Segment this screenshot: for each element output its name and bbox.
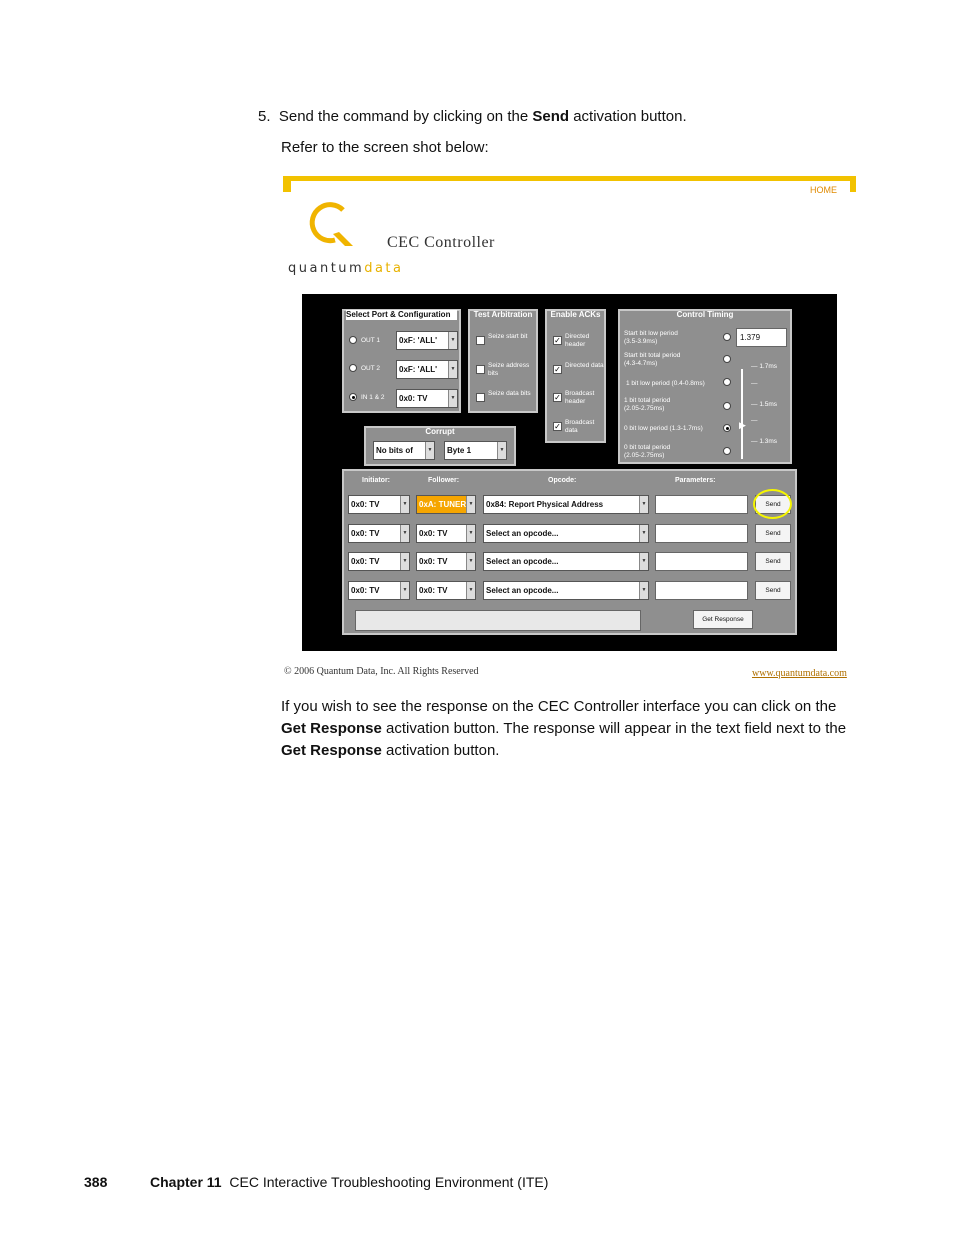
initiator-select-2[interactable]: 0x0: TV ▼ — [348, 524, 410, 543]
parameters-field-3[interactable] — [655, 552, 748, 571]
timing-radio-1[interactable] — [723, 333, 731, 341]
opcode-select-1[interactable]: 0x84: Report Physical Address ▼ — [483, 495, 649, 514]
follower-select-4[interactable]: 0x0: TV ▼ — [416, 581, 476, 600]
port-config-panel — [342, 309, 461, 413]
tick-minor-2: — — [751, 417, 758, 424]
timing-title: Control Timing — [676, 310, 734, 319]
message-panel — [342, 469, 797, 635]
opcode-select-4[interactable]: Select an opcode... ▼ — [483, 581, 649, 600]
seize-address-checkbox[interactable] — [476, 365, 485, 374]
accent-right — [850, 176, 856, 192]
quantumdata-logo-icon — [305, 198, 353, 246]
ack-broadcast-header-label: Broadcast header — [565, 390, 595, 405]
ack-directed-header-checkbox[interactable]: ✓ — [554, 336, 561, 345]
seize-start-checkbox[interactable] — [476, 336, 485, 345]
initiator-select-4[interactable]: 0x0: TV ▼ — [348, 581, 410, 600]
out1-label: OUT 1 — [361, 337, 381, 344]
timing-item-2: Start bit total period (4.3-4.7ms) — [624, 352, 681, 367]
parameters-field-1[interactable] — [655, 495, 748, 514]
timing-value-field[interactable]: 1.379 — [736, 328, 787, 347]
opcode-header: Opcode: — [548, 477, 577, 484]
timing-radio-6[interactable] — [723, 447, 731, 455]
out1-select[interactable]: 0xF: 'ALL' ▼ — [396, 331, 458, 350]
timing-item-5: 0 bit low period (1.3-1.7ms) — [624, 425, 703, 432]
website-link[interactable]: www.quantumdata.com — [752, 668, 847, 679]
get-response-bold-2: Get Response — [281, 742, 382, 759]
timing-radio-2[interactable] — [723, 355, 731, 363]
tick-17: — 1.7ms — [751, 363, 778, 370]
get-response-button[interactable]: Get Response — [693, 610, 753, 629]
control-timing-panel — [618, 309, 792, 464]
ack-directed-data-label: Directed data — [565, 362, 604, 369]
arbitration-title: Test Arbitration — [473, 310, 533, 319]
timing-radio-4[interactable] — [723, 402, 731, 410]
app-title: CEC Controller — [387, 234, 495, 251]
send-button-1[interactable]: Send — [755, 495, 791, 514]
page-number: 388 — [84, 1174, 108, 1190]
ack-broadcast-data-label: Broadcast data — [565, 419, 595, 434]
logo-wordmark: quantumdata — [288, 261, 404, 276]
accent-left — [283, 176, 291, 192]
timing-slider-thumb-icon[interactable]: ▶ — [739, 420, 746, 430]
ack-broadcast-data-checkbox[interactable]: ✓ — [554, 422, 561, 431]
corrupt-title: Corrupt — [425, 427, 455, 436]
get-response-bold-1: Get Response — [281, 720, 382, 737]
step-text: 5. Send the command by clicking on the Send activation button. — [258, 108, 687, 125]
response-paragraph: If you wish to see the response on the CEC Controller interface you can click on the Get Response activation button. The response will appear in the text field next to the Get Response activation button. — [281, 698, 847, 759]
initiator-header: Initiator: — [362, 477, 390, 484]
timing-item-4: 1 bit total period (2.05-2.75ms) — [624, 397, 671, 412]
ack-directed-header-label: Directed header — [565, 333, 590, 348]
arbitration-panel — [468, 309, 538, 413]
ack-broadcast-header-checkbox[interactable]: ✓ — [554, 393, 561, 402]
seize-data-checkbox[interactable] — [476, 393, 485, 402]
follower-select-2[interactable]: 0x0: TV ▼ — [416, 524, 476, 543]
top-accent-bar — [283, 176, 856, 181]
copyright-text: © 2006 Quantum Data, Inc. All Rights Reserved — [284, 666, 479, 677]
out1-radio[interactable] — [349, 336, 357, 344]
timing-radio-5[interactable] — [723, 424, 731, 432]
corrupt-panel — [364, 426, 516, 466]
enable-acks-panel — [545, 309, 606, 443]
opcode-select-3[interactable]: Select an opcode... ▼ — [483, 552, 649, 571]
chapter-footer — [150, 1173, 548, 1191]
send-bold: Send — [532, 108, 570, 125]
tick-13: — 1.3ms — [751, 438, 778, 445]
parameters-header: Parameters: — [675, 477, 716, 484]
parameters-field-4[interactable] — [655, 581, 748, 600]
home-link[interactable]: HOME — [810, 185, 837, 195]
chapter-title: CEC Interactive Troubleshooting Environment (ITE) — [229, 1174, 549, 1190]
response-field[interactable] — [355, 610, 641, 631]
acks-title: Enable ACKs — [550, 310, 601, 319]
cec-screenshot — [283, 176, 858, 684]
chapter-label: Chapter 11 — [150, 1174, 222, 1190]
out2-label: OUT 2 — [361, 365, 381, 372]
seize-start-label: Seize start bit — [488, 333, 528, 340]
follower-select-3[interactable]: 0x0: TV ▼ — [416, 552, 476, 571]
tick-15: — 1.5ms — [751, 401, 778, 408]
seize-address-label: Seize address bits — [488, 362, 530, 377]
port-config-title: Select Port & Configuration — [346, 310, 457, 320]
send-button-4[interactable]: Send — [755, 581, 791, 600]
initiator-select-1[interactable]: 0x0: TV ▼ — [348, 495, 410, 514]
in12-radio[interactable] — [349, 393, 357, 401]
send-button-3[interactable]: Send — [755, 552, 791, 571]
seize-data-label: Seize data bits — [488, 390, 531, 397]
timing-item-6: 0 bit total period (2.05-2.75ms) — [624, 444, 671, 459]
ack-directed-data-checkbox[interactable]: ✓ — [554, 365, 561, 374]
out2-select[interactable]: 0xF: 'ALL' ▼ — [396, 360, 458, 379]
timing-radio-3[interactable] — [723, 378, 731, 386]
send-button-2[interactable]: Send — [755, 524, 791, 543]
opcode-select-2[interactable]: Select an opcode... ▼ — [483, 524, 649, 543]
timing-slider-track[interactable] — [741, 369, 743, 459]
parameters-field-2[interactable] — [655, 524, 748, 543]
initiator-select-3[interactable]: 0x0: TV ▼ — [348, 552, 410, 571]
tick-minor-1: — — [751, 380, 758, 387]
out2-radio[interactable] — [349, 364, 357, 372]
app-panel — [302, 294, 837, 651]
refer-text: Refer to the screen shot below: — [281, 139, 489, 156]
timing-item-1: Start bit low period (3.5-3.9ms) — [624, 330, 678, 345]
in12-select[interactable]: 0x0: TV ▼ — [396, 389, 458, 408]
in12-label: IN 1 & 2 — [361, 394, 385, 401]
follower-select-1[interactable]: 0xA: TUNER ▼ — [416, 495, 476, 514]
corrupt-bits-select[interactable]: No bits of ▼ — [373, 441, 435, 460]
follower-header: Follower: — [428, 477, 460, 484]
timing-item-3: 1 bit low period (0.4-0.8ms) — [626, 380, 705, 387]
step-number: 5. — [258, 108, 271, 125]
highlight-circle — [753, 489, 792, 519]
corrupt-byte-select[interactable]: Byte 1 ▼ — [444, 441, 507, 460]
